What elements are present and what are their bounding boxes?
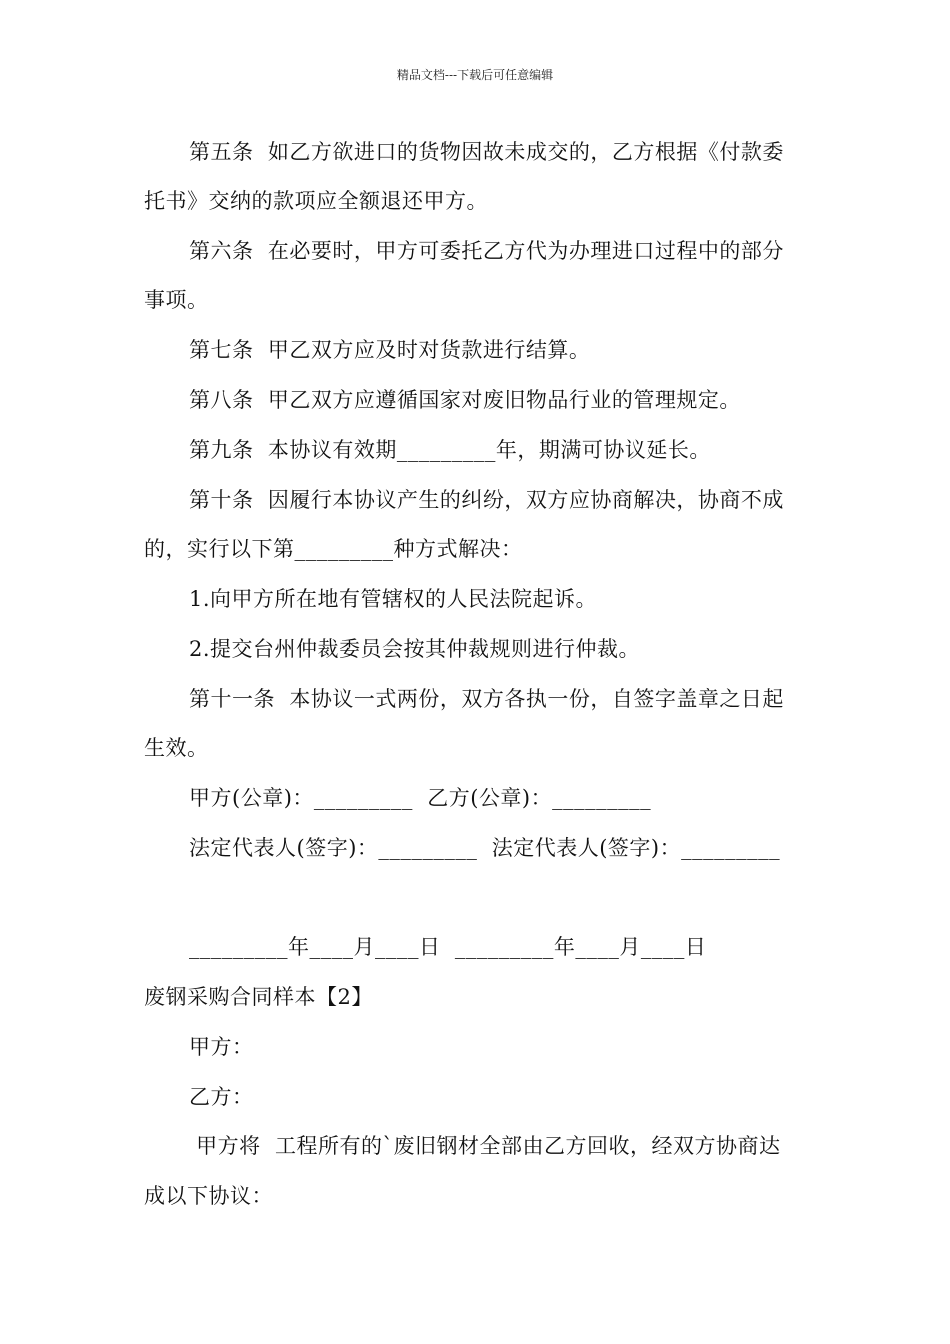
article-10-line-1: 第十条 因履行本协议产生的纠纷，双方应协商解决，协商不成 xyxy=(189,488,784,512)
article-7: 第七条 甲乙双方应及时对货款进行结算。 xyxy=(189,338,591,362)
preamble-line-2: 成以下协议： xyxy=(144,1184,273,1208)
article-5-line-1: 第五条 如乙方欲进口的货物因故未成交的，乙方根据《付款委 xyxy=(189,140,784,164)
article-6-line-2: 事项。 xyxy=(144,288,209,312)
article-11-line-1: 第十一条 本协议一式两份，双方各执一份，自签字盖章之日起 xyxy=(189,687,784,711)
article-10-line-2: 的，实行以下第_________种方式解决： xyxy=(144,537,523,561)
preamble-line-1: 甲方将 工程所有的`废旧钢材全部由乙方回收，经双方协商达 xyxy=(189,1134,781,1158)
resolution-option-2: 2.提交台州仲裁委员会按其仲裁规则进行仲裁。 xyxy=(189,637,641,661)
party-seal-line: 甲方(公章)：_________ 乙方(公章)：_________ xyxy=(189,786,652,810)
resolution-option-1: 1.向甲方所在地有管辖权的人民法院起诉。 xyxy=(189,587,598,611)
article-6-line-1: 第六条 在必要时，甲方可委托乙方代为办理进口过程中的部分 xyxy=(189,239,784,263)
party-b-label: 乙方： xyxy=(189,1085,254,1109)
page-header: 精品文档---下载后可任意编辑 xyxy=(396,68,554,82)
party-a-label: 甲方： xyxy=(189,1035,254,1059)
article-11-line-2: 生效。 xyxy=(144,736,209,760)
article-9: 第九条 本协议有效期_________年，期满可协议延长。 xyxy=(189,438,711,462)
legal-representative-line: 法定代表人(签字)：_________ 法定代表人(签字)：_________ xyxy=(189,836,781,860)
section-title: 废钢采购合同样本【2】 xyxy=(144,985,373,1009)
date-line: _________年____月____日 _________年____月____日 xyxy=(189,935,707,959)
article-8: 第八条 甲乙双方应遵循国家对废旧物品行业的管理规定。 xyxy=(189,388,741,412)
article-5-line-2: 托书》交纳的款项应全额退还甲方。 xyxy=(144,189,488,213)
